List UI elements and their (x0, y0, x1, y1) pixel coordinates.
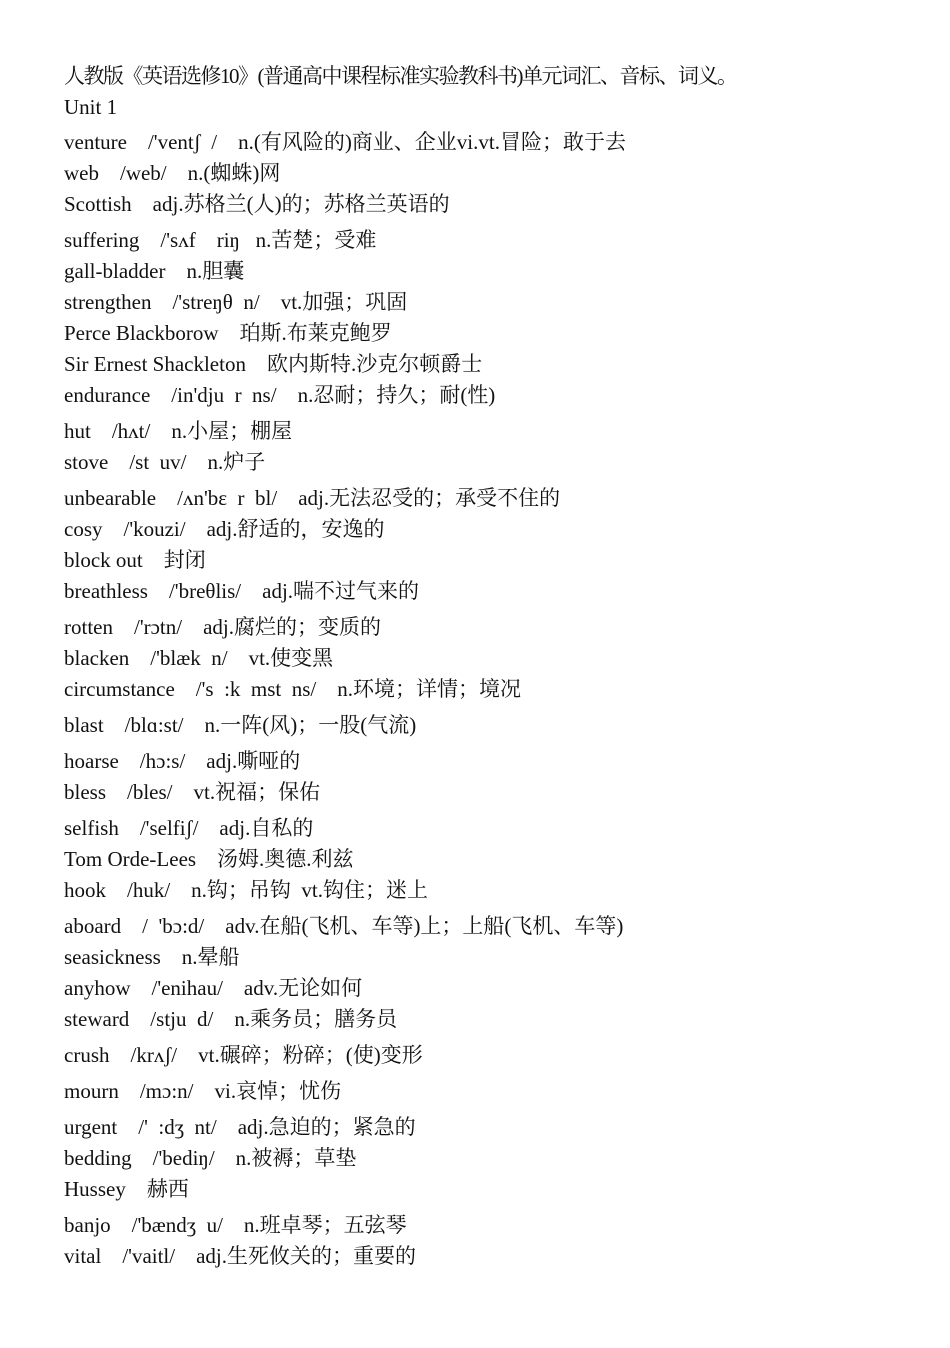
vocab-entry: mourn /mɔ:n/ vi.哀悼；忧伤 (64, 1079, 342, 1103)
vocab-entry: hut /hʌt/ n.小屋；棚屋 (64, 419, 293, 443)
vocab-entry: Perce Blackborow 珀斯.布莱克鲍罗 (64, 321, 392, 345)
vocab-entry: unbearable /ʌn'bɛ r bl/ adj.无法忍受的；承受不住的 (64, 486, 561, 510)
vocab-entry: bless /bles/ vt.祝福；保佑 (64, 780, 321, 804)
vocab-entry: Tom Orde-Lees 汤姆.奥德.利兹 (64, 847, 354, 871)
vocab-entry: selfish /'selfiʃ/ adj.自私的 (64, 816, 314, 840)
vocab-entry: cosy /'kouzi/ adj.舒适的，安逸的 (64, 517, 385, 541)
vocab-entry: anyhow /'enihau/ adv.无论如何 (64, 976, 363, 1000)
vocab-entry: aboard / 'bɔ:d/ adv.在船(飞机、车等)上；上船(飞机、车等) (64, 914, 624, 938)
vocab-entry: endurance /in'dju r ns/ n.忍耐；持久；耐(性) (64, 383, 496, 407)
vocab-entry: bedding /'bediŋ/ n.被褥；草垫 (64, 1146, 357, 1170)
document-title: 人教版《英语选修10》(普通高中课程标准实验教科书)单元词汇、音标、词义。 (64, 64, 737, 88)
vocab-entry: stove /st uv/ n.炉子 (64, 450, 266, 474)
document-page (64, 60, 930, 1272)
vocab-entry: suffering /'sʌf riŋ n.苦楚；受难 (64, 228, 377, 252)
vocab-entry: strengthen /'streŋθ n/ vt.加强；巩固 (64, 290, 408, 314)
vocab-entry: venture /'ventʃ / n.(有风险的)商业、企业vi.vt.冒险；敢于去 (64, 130, 626, 154)
vocab-entry: urgent /' :dʒ nt/ adj.急迫的；紧急的 (64, 1115, 416, 1139)
vocab-entry: blacken /'blæk n/ vt.使变黑 (64, 646, 334, 670)
vocab-entry: steward /stju d/ n.乘务员；膳务员 (64, 1007, 398, 1031)
vocab-entry: circumstance /'s :k mst ns/ n.环境；详情；境况 (64, 677, 521, 701)
vocab-entry: Sir Ernest Shackleton 欧内斯特.沙克尔顿爵士 (64, 352, 483, 376)
vocab-entry: breathless /'breθlis/ adj.喘不过气来的 (64, 579, 420, 603)
vocab-entry: hoarse /hɔ:s/ adj.嘶哑的 (64, 749, 301, 773)
unit-heading: Unit 1 (64, 95, 118, 119)
vocab-entry: vital /'vaitl/ adj.生死攸关的；重要的 (64, 1244, 417, 1268)
vocab-entry: web /web/ n.(蜘蛛)网 (64, 161, 281, 185)
vocab-entry: crush /krʌʃ/ vt.碾碎；粉碎；(使)变形 (64, 1043, 423, 1067)
vocab-entry: seasickness n.晕船 (64, 945, 240, 969)
vocab-entry: hook /huk/ n.钩；吊钩 vt.钩住；迷上 (64, 878, 429, 902)
vocab-entry: block out 封闭 (64, 548, 206, 572)
vocab-entry: Scottish adj.苏格兰(人)的；苏格兰英语的 (64, 192, 450, 216)
vocab-entry: banjo /'bændʒ u/ n.班卓琴；五弦琴 (64, 1213, 407, 1237)
vocab-entry: gall-bladder n.胆囊 (64, 259, 245, 283)
vocab-entry: blast /blɑ:st/ n.一阵(风)；一股(气流) (64, 713, 417, 737)
vocabulary-list (64, 127, 930, 1272)
vocab-entry: Hussey 赫西 (64, 1177, 189, 1201)
vocab-entry: rotten /'rɔtn/ adj.腐烂的；变质的 (64, 615, 381, 639)
